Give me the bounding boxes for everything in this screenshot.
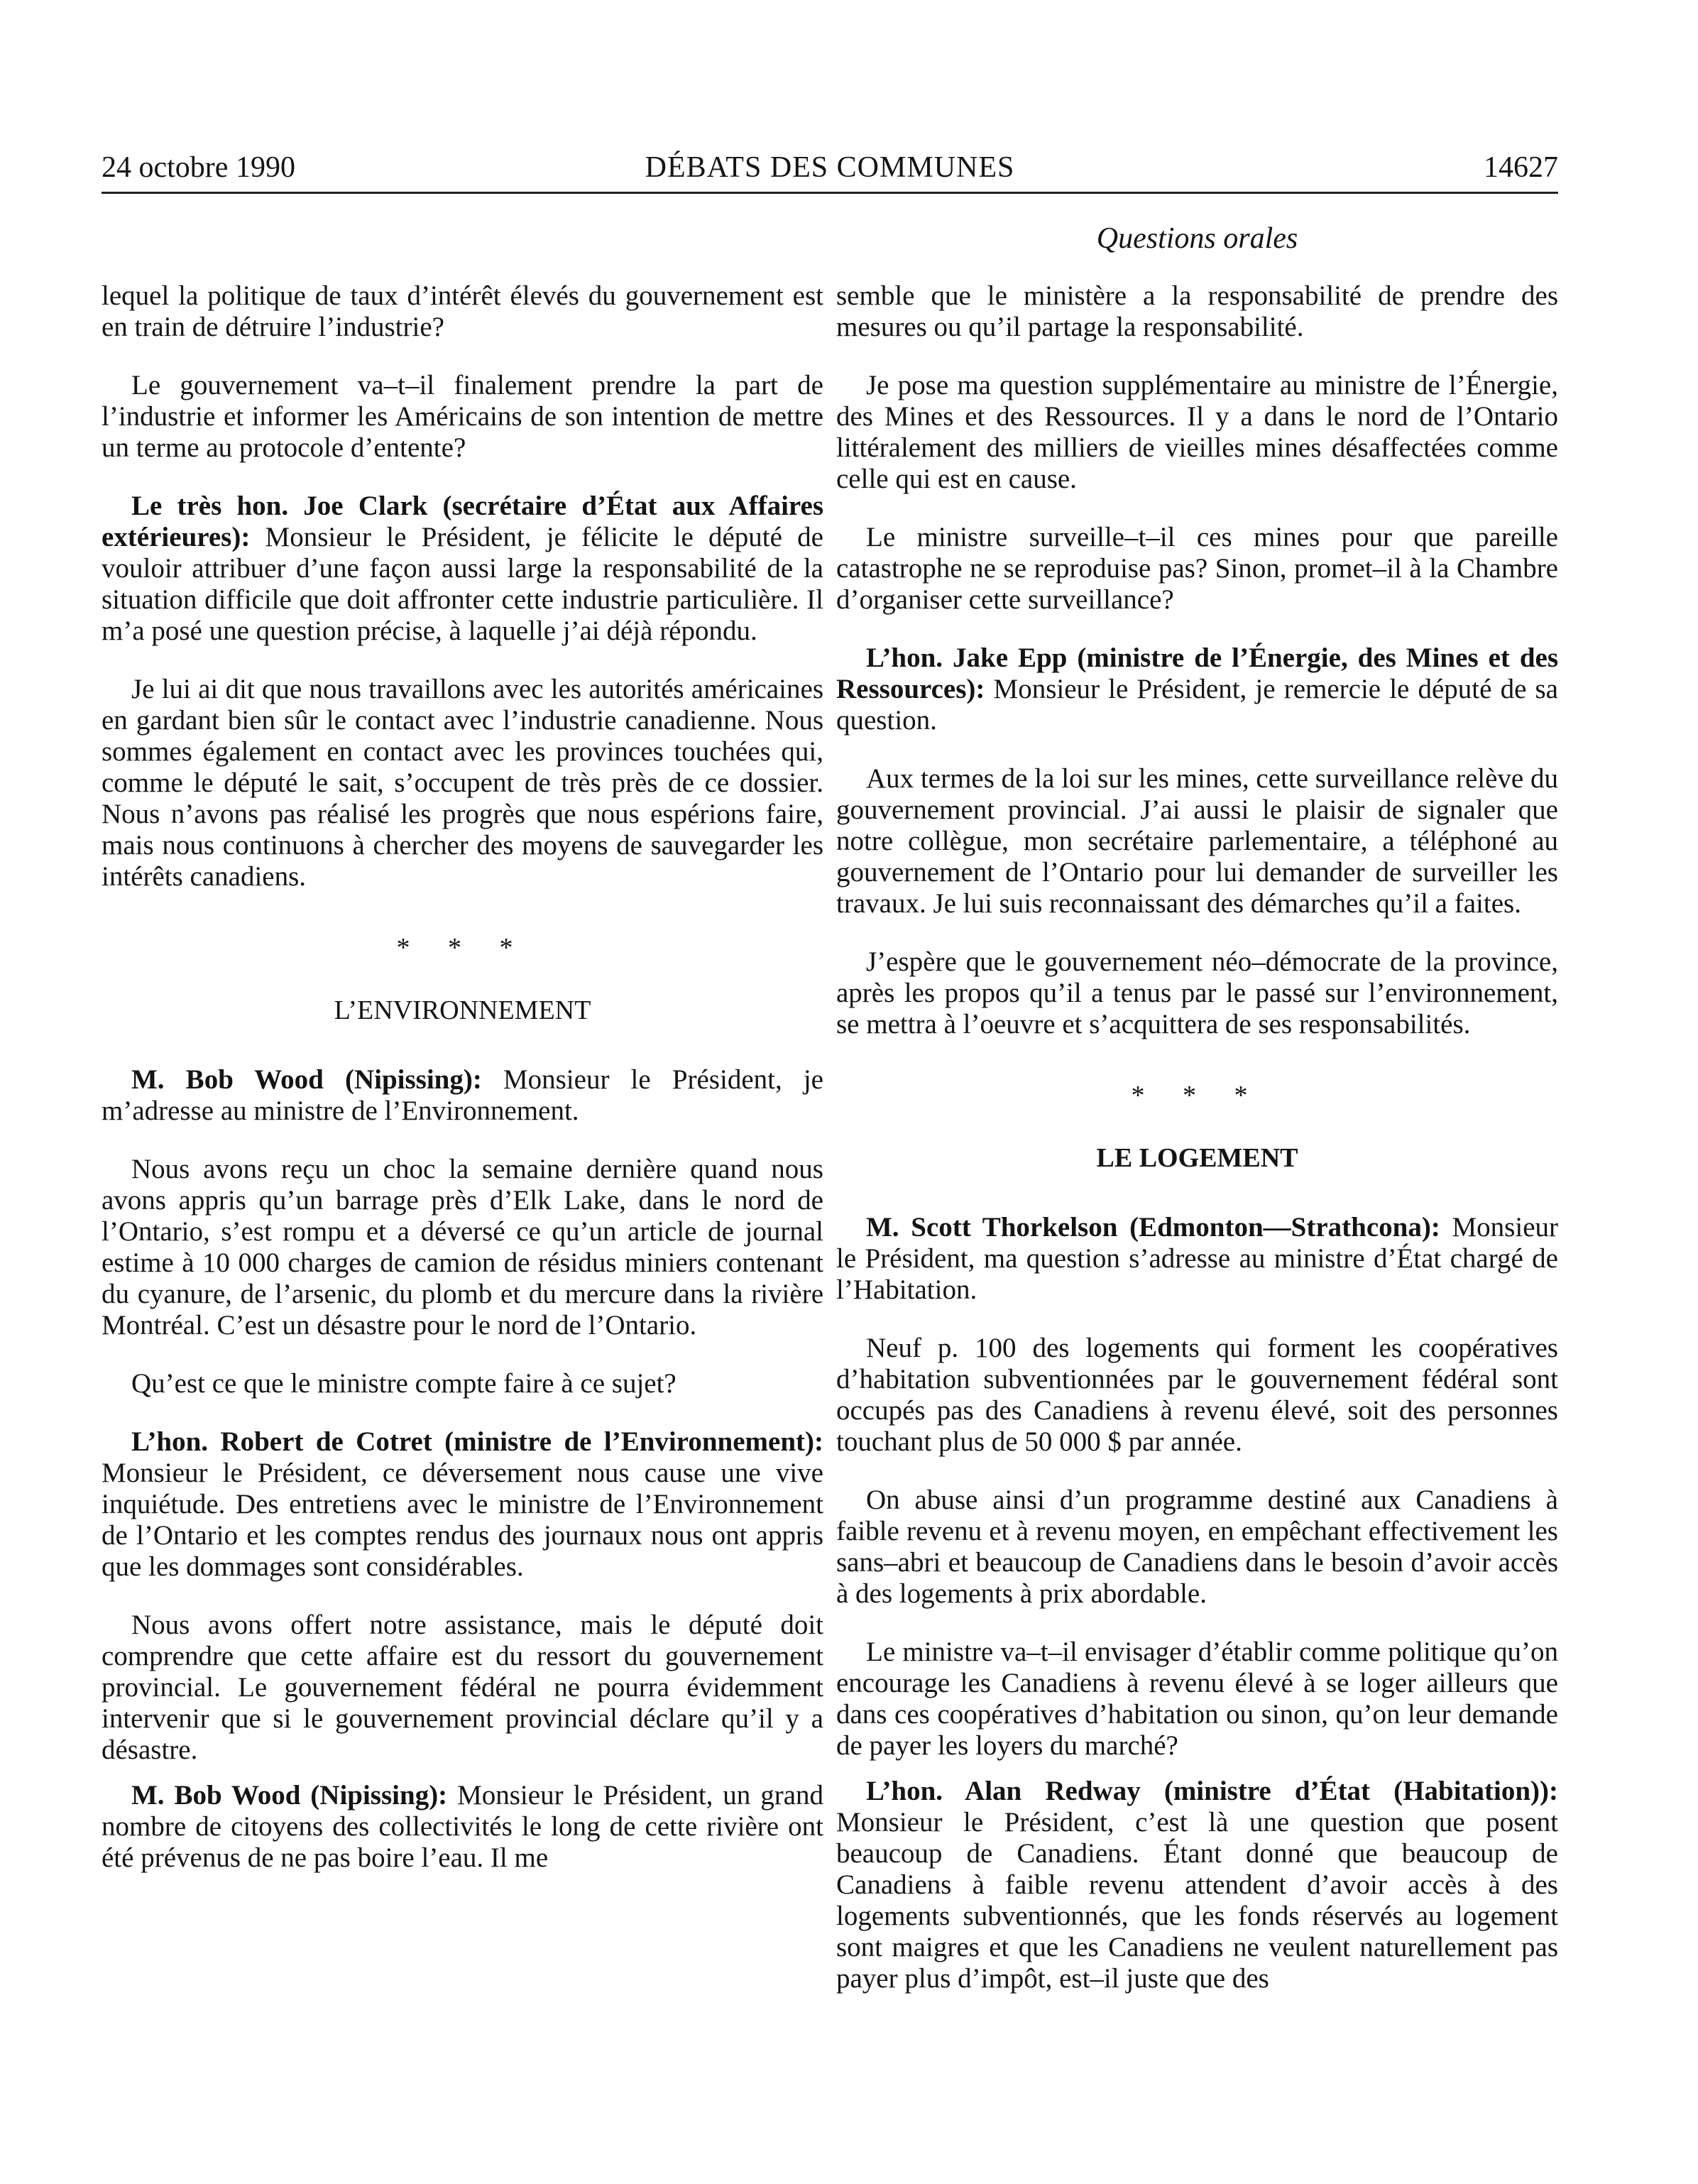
speech-text: Monsieur le Président, ce déversement nous cause une vive inquiétude. Des entretiens avec le ministre de l’Environnement de l’Ontario et les comptes rendus des journaux nous ont appris que les dommages sont considérables. — [102, 1458, 823, 1582]
speech-text: Monsieur le Président, c’est là une question que posent beaucoup de Canadiens. Étant donné que beaucoup de Canadiens à faible revenu attendent d’avoir accès à des logements subventionnés, que les fonds réservés au logement sont maigres et que les Canadiens ne veulent naturellement pas payer plus d’impôt, est–il juste que des — [836, 1807, 1558, 1994]
header-page-number: 14627 — [1484, 151, 1558, 184]
section-subheading: Questions orales — [1096, 222, 1298, 255]
speech-paragraph — [836, 643, 1558, 736]
speaker-name: M. Bob Wood (Nipissing): — [131, 1064, 482, 1095]
speech-paragraph — [102, 1780, 823, 1874]
paragraph: Nous avons offert notre assistance, mais le député doit comprendre que cette affaire est du ressort du gouvernement provincial. Le gouvernement fédéral ne pourra évidemment intervenir que si le gouvernement provincial déclare qu’il y a désastre. — [102, 1610, 823, 1765]
paragraph: Qu’est ce que le ministre compte faire à ce sujet? — [131, 1368, 677, 1399]
paragraph: lequel la politique de taux d’intérêt élevés du gouvernement est en train de détruire l’industrie? — [102, 280, 823, 342]
paragraph: Le gouvernement va–t–il finalement prendre la part de l’industrie et informer les Américains de son intention de mettre un terme au protocole d’entente? — [102, 370, 823, 463]
speaker-name: Le très hon. Joe Clark (secrétaire d’État aux Affaires extérieures): — [102, 491, 823, 552]
speech-text: Monsieur le Président, je m’adresse au ministre de l’Environnement. — [102, 1064, 823, 1126]
paragraph: On abuse ainsi d’un programme destiné aux Canadiens à faible revenu et à revenu moyen, en empêchant effectivement les sans–abri et beaucoup de Canadiens dans le besoin d’avoir accès à des logements à prix abordable. — [836, 1485, 1558, 1609]
paragraph: semble que le ministère a la responsabilité de prendre des mesures ou qu’il partage la responsabilité. — [836, 280, 1558, 342]
speech-paragraph — [102, 1426, 823, 1583]
speech-text: Monsieur le Président, un grand nombre de citoyens des collectivités le long de cette rivière ont été prévenus de ne pas boire l’eau. Il me — [102, 1780, 823, 1873]
right-column — [836, 280, 1558, 2021]
speech-text: Monsieur le Président, je félicite le député de vouloir attribuer d’une façon aussi large la responsabilité de la situation difficile que doit affronter cette industrie particulière. Il m’a posé une question précise, à laquelle j’ai déjà répondu. — [102, 522, 823, 646]
section-title: L’ENVIRONNEMENT — [334, 995, 591, 1025]
section-title: LE LOGEMENT — [1096, 1143, 1298, 1173]
speech-paragraph — [836, 1776, 1558, 1994]
speech-paragraph — [836, 1212, 1558, 1306]
paragraph: Le ministre va–t–il envisager d’établir comme politique qu’on encourage les Canadiens à revenu élevé à se loger ailleurs que dans ces coopératives d’habitation ou sinon, qu’on leur demande de payer les loyers du marché? — [836, 1637, 1558, 1761]
speech-paragraph — [102, 491, 823, 647]
speaker-name: L’hon. Jake Epp (ministre de l’Énergie, des Mines et des Ressources): — [836, 643, 1558, 704]
speaker-name: L’hon. Robert de Cotret (ministre de l’Environnement): — [131, 1426, 823, 1457]
page-header — [102, 148, 1558, 194]
speech-text: Monsieur le Président, je remercie le député de sa question. — [836, 674, 1558, 736]
header-date: 24 octobre 1990 — [102, 151, 295, 184]
paragraph: J’espère que le gouvernement néo–démocrate de la province, après les propos qu’il a tenus par le passé sur l’environnement, se mettra à l’oeuvre et s’acquittera de ses responsabilités. — [836, 946, 1558, 1039]
paragraph: Neuf p. 100 des logements qui forment les coopératives d’habitation subventionnées par le gouvernement fédéral sont occupés pas des Canadiens à revenu élevé, soit des personnes touchant plus de 50 000 $ par année. — [836, 1333, 1558, 1457]
speaker-name: M. Bob Wood (Nipissing): — [131, 1780, 448, 1811]
paragraph: Aux termes de la loi sur les mines, cette surveillance relève du gouvernement provincial. J’ai aussi le plaisir de signaler que notre collègue, mon secrétaire parlementaire, a téléphoné au gouvernement de l’Ontario pour lui demander de surveiller les travaux. Je lui suis reconnaissant des démarches qu’il a faites. — [836, 763, 1558, 919]
paragraph: Nous avons reçu un choc la semaine dernière quand nous avons appris qu’un barrage près d’Elk Lake, dans le nord de l’Ontario, s’est rompu et a déversé ce qu’un article de journal estime à 10 000 charges de camion de résidus miniers contenant du cyanure, de l’arsenic, du plomb et du mercure dans la rivière Montréal. C’est un désastre pour le nord de l’Ontario. — [102, 1154, 823, 1341]
speech-text: Monsieur le Président, ma question s’adresse au ministre d’État chargé de l’Habitation. — [836, 1212, 1558, 1305]
speaker-name: M. Scott Thorkelson (Edmonton—Strathcona): — [866, 1212, 1440, 1243]
paragraph: Le ministre surveille–t–il ces mines pour que pareille catastrophe ne se reproduise pas? Sinon, promet–il à la Chambre d’organiser cette surveillance? — [836, 522, 1558, 615]
speech-paragraph — [102, 1064, 823, 1127]
header-title: DÉBATS DES COMMUNES — [645, 151, 1015, 184]
speaker-name: L’hon. Alan Redway (ministre d’État (Habitation)): — [866, 1776, 1558, 1806]
left-column — [102, 280, 823, 1901]
paragraph: Je lui ai dit que nous travaillons avec les autorités américaines en gardant bien sûr le contact avec l’industrie canadienne. Nous sommes également en contact avec les provinces touchées qui, comme le député le sait, s’occupent de très près de ce dossier. Nous n’avons pas réalisé les progrès que nous espérions faire, mais nous continuons à chercher des moyens de sauvegarder les intérêts canadiens. — [102, 674, 823, 892]
paragraph: Je pose ma question supplémentaire au ministre de l’Énergie, des Mines et des Ressources. Il y a dans le nord de l’Ontario littéralement des milliers de vieilles mines désaffectées comme celle qui est en cause. — [836, 370, 1558, 494]
section-separator: * * * — [396, 933, 529, 963]
section-separator: * * * — [1131, 1081, 1264, 1110]
